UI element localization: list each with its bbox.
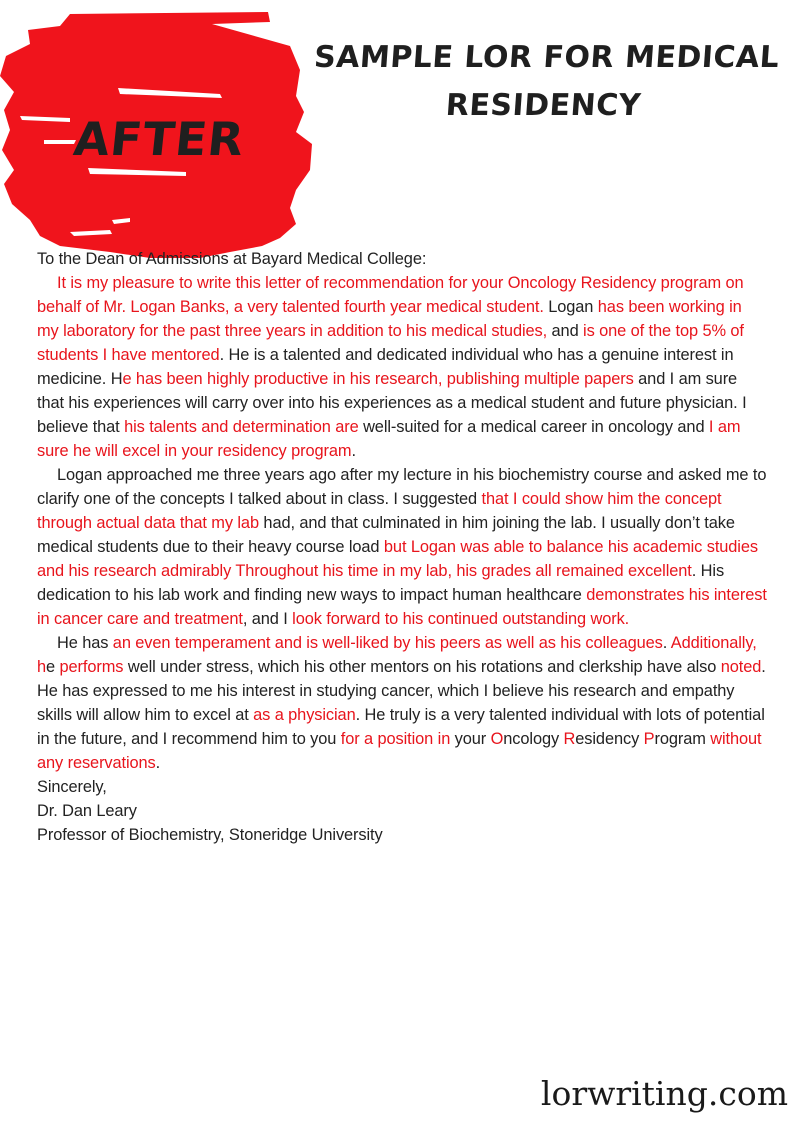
site-watermark: lorwriting.com [540, 1074, 788, 1113]
closing: Sincerely, [37, 778, 107, 796]
letter-body [37, 247, 767, 847]
body-text: . He truly is a very talented individual with lots of potential in the future, and I recommend him to you [37, 706, 765, 748]
body-text: your [450, 730, 491, 748]
body-text: had, and that culminated in him joining the lab. I usually don’t take medical students due to their heavy course load [37, 514, 735, 556]
body-text: Logan [543, 298, 598, 316]
after-badge: AFTER [71, 112, 248, 166]
body-text: . He has expressed to me his interest in studying cancer, which I believe his research and empathy skills will allow him to excel at [37, 658, 766, 724]
salutation: To the Dean of Admissions at Bayard Medical College: [37, 250, 427, 268]
body-text: rogram [654, 730, 711, 748]
body-text: and [547, 322, 584, 340]
highlighted-text: without any reservations [37, 730, 762, 772]
body-text: esidency [575, 730, 644, 748]
highlighted-text: his talents and determination are [124, 418, 359, 436]
highlighted-text: noted [720, 658, 762, 676]
highlighted-text: that I could show him the concept through actual data that my lab [37, 490, 722, 532]
highlighted-text: as a physician [253, 706, 356, 724]
body-text: . His dedication to his lab work and finding new ways to impact human healthcare [37, 562, 725, 604]
body-text: He has [57, 634, 113, 652]
body-text: . [662, 634, 671, 652]
highlighted-text: look forward to his continued outstanding work. [292, 610, 630, 628]
highlighted-text: O [490, 730, 504, 748]
body-text: , and I [242, 610, 293, 628]
body-text: well-suited for a medical career in oncology and [358, 418, 709, 436]
highlighted-text: Additionally, h [37, 634, 757, 676]
highlighted-text: R [563, 730, 576, 748]
title-line-1: SAMPLE LOR FOR MEDICAL [312, 40, 781, 75]
paragraph-1 [37, 271, 767, 463]
body-text: well under stress, which his other mentors on his rotations and clerkship have also [123, 658, 721, 676]
body-text: . [351, 442, 356, 460]
body-text: . [155, 754, 161, 772]
signer-name: Dr. Dan Leary [37, 802, 137, 820]
highlighted-text: but Logan was able to balance his academic studies and his research admirably Throughout his time in my lab, his grades all remained excellent [37, 538, 758, 580]
highlighted-text: has been working in my laboratory for the past three years in addition to his medical studies, [37, 298, 742, 340]
body-text: ncology [503, 730, 564, 748]
title-line-2: RESIDENCY [444, 88, 643, 123]
paragraph-2 [37, 463, 767, 631]
highlighted-text: an even temperament and is well-liked by his peers as well as his colleagues [112, 634, 663, 652]
highlighted-text: is one of the top 5% of students I have mentored [37, 322, 744, 364]
highlighted-text: demonstrates his interest in cancer care and treatment [37, 586, 767, 628]
highlighted-text: I am sure he will excel in your residency program [37, 418, 741, 460]
body-text: Logan approached me three years ago after my lecture in his biochemistry course and asked me to clarify one of the concepts I talked about in class. I suggested [37, 466, 767, 508]
page-title [293, 34, 794, 130]
body-text: and I am sure that his experiences will carry over into his experiences as a medical student and future physician. I believe that [37, 370, 747, 436]
paragraph-3 [37, 631, 767, 775]
body-text: . He is a talented and dedicated individual who has a genuine interest in medicine. H [37, 346, 734, 388]
signer-title: Professor of Biochemistry, Stoneridge University [37, 826, 383, 844]
highlighted-text: It is my pleasure to write this letter of recommendation for your Oncology Residency program on behalf of Mr. Logan Banks, a very talented fourth year medical student. [37, 274, 744, 316]
highlighted-text: e has been highly productive in his research, publishing multiple papers [122, 370, 634, 388]
body-text: e [46, 658, 60, 676]
highlighted-text: P [643, 730, 655, 748]
highlighted-text: for a position in [340, 730, 451, 748]
highlighted-text: performs [59, 658, 124, 676]
